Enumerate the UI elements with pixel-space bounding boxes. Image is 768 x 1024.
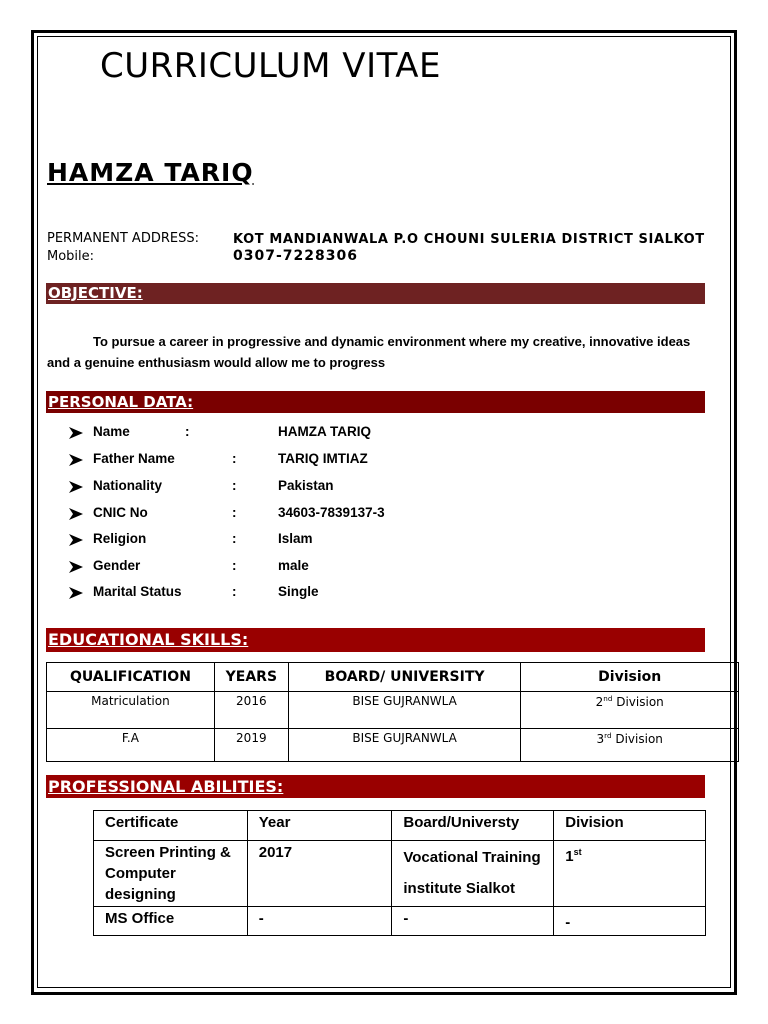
column-header: BOARD/ UNIVERSITY: [288, 663, 521, 692]
arrow-bullet-icon: [68, 506, 84, 522]
personal-row-marital-status: [68, 584, 568, 604]
personal-label: Father Name: [93, 451, 175, 466]
personal-separator: :: [232, 531, 237, 546]
personal-separator: :: [232, 558, 237, 573]
column-header: YEARS: [214, 663, 288, 692]
division-number: -: [565, 914, 571, 931]
personal-value: TARIQ IMTIAZ: [278, 451, 368, 466]
personal-value: Single: [278, 584, 319, 599]
professional-abilities-heading: PROFESSIONAL ABILITIES:: [46, 775, 705, 798]
table-cell: BISE GUJRANWLA: [288, 729, 521, 762]
personal-value: male: [278, 558, 309, 573]
ordinal-suffix: rd: [604, 731, 612, 740]
column-header: Division: [521, 663, 739, 692]
mobile-label: Mobile:: [47, 249, 95, 264]
column-header: Board/Universty: [392, 811, 554, 841]
arrow-bullet-icon: [68, 479, 84, 495]
table-row: [47, 692, 739, 729]
personal-separator: :: [232, 505, 237, 520]
table-cell: -: [392, 907, 554, 936]
arrow-bullet-icon: [68, 532, 84, 548]
personal-value: Pakistan: [278, 478, 334, 493]
table-row: [94, 841, 706, 907]
document-title: CURRICULUM VITAE: [100, 46, 441, 86]
personal-separator: :: [185, 424, 190, 439]
personal-separator: :: [232, 478, 237, 493]
personal-row-gender: [68, 558, 568, 578]
column-header: Certificate: [94, 811, 248, 841]
professional-table-header: [94, 811, 706, 841]
table-row: [94, 907, 706, 936]
objective-heading: OBJECTIVE:: [46, 283, 705, 304]
division-text: Division: [612, 695, 664, 709]
column-header: QUALIFICATION: [47, 663, 215, 692]
address-value: KOT MANDIANWALA P.O CHOUNI SULERIA DISTRICT SIALKOT: [233, 232, 705, 247]
personal-row-nationality: [68, 478, 568, 498]
arrow-bullet-icon: [68, 585, 84, 601]
address-label: PERMANENT ADDRESS:: [47, 231, 199, 246]
division-number: 2: [595, 695, 604, 709]
personal-label: Marital Status: [93, 584, 182, 599]
education-table-header: [47, 663, 739, 692]
educational-skills-heading: EDUCATIONAL SKILLS:: [46, 628, 705, 652]
education-table: [46, 662, 739, 762]
personal-value: HAMZA TARIQ: [278, 424, 371, 439]
personal-value: 34603-7839137-3: [278, 505, 385, 520]
table-cell: -: [247, 907, 392, 936]
table-cell: Vocational Training institute Sialkot: [392, 841, 554, 907]
division-number: 3: [596, 732, 605, 746]
ordinal-suffix: st: [573, 847, 582, 857]
personal-label: CNIC No: [93, 505, 148, 520]
table-cell: 2019: [214, 729, 288, 762]
personal-row-religion: [68, 531, 568, 551]
column-header: Year: [247, 811, 392, 841]
personal-label: Nationality: [93, 478, 163, 493]
division-text: Division: [611, 732, 663, 746]
table-cell: 2016: [214, 692, 288, 729]
table-cell: Screen Printing & Computer designing: [94, 841, 248, 907]
table-cell: F.A: [47, 729, 215, 762]
table-cell: MS Office: [94, 907, 248, 936]
personal-separator: :: [232, 584, 237, 599]
personal-row-father-name: [68, 451, 568, 471]
column-header: Division: [554, 811, 706, 841]
personal-separator: :: [232, 451, 237, 466]
personal-row-cnic: [68, 505, 568, 525]
table-row: [47, 729, 739, 762]
table-cell: [521, 692, 739, 729]
mobile-value: 0307-7228306: [233, 248, 358, 264]
division-number: 1: [565, 848, 574, 865]
personal-label: Religion: [93, 531, 147, 546]
ordinal-suffix: nd: [603, 694, 613, 703]
table-cell: BISE GUJRANWLA: [288, 692, 521, 729]
personal-row-name: [68, 424, 568, 444]
professional-table: [93, 810, 706, 936]
personal-value: Islam: [278, 531, 313, 546]
table-cell: Matriculation: [47, 692, 215, 729]
personal-data-heading: PERSONAL DATA:: [46, 391, 705, 413]
personal-label: Gender: [93, 558, 141, 573]
arrow-bullet-icon: [68, 425, 84, 441]
personal-label: Name: [93, 424, 130, 439]
table-cell: 2017: [247, 841, 392, 907]
objective-text: To pursue a career in progressive and dynamic environment where my creative, innovative ideas and a genuine enthusiasm would allow me to progress: [47, 334, 691, 370]
arrow-bullet-icon: [68, 559, 84, 575]
candidate-name: HAMZA TARIQ: [47, 158, 254, 187]
table-cell: [554, 907, 706, 936]
table-cell: [521, 729, 739, 762]
arrow-bullet-icon: [68, 452, 84, 468]
table-cell: [554, 841, 706, 907]
